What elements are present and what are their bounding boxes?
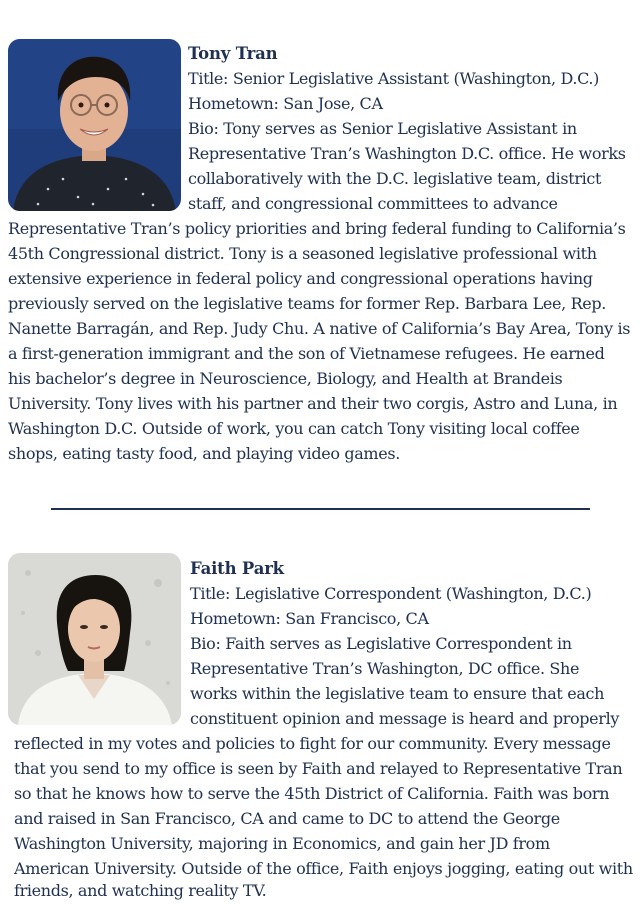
bio-line: Representative Tran’s Washington, DC office. She (190, 659, 580, 678)
bio-line: staff, and congressional committees to advance (188, 194, 558, 213)
bio-line: 45th Congressional district. Tony is a seasoned legislative professional with (8, 244, 597, 263)
bio-line: reflected in my votes and policies to fight for our community. Every message (14, 734, 611, 753)
bio-line: shops, eating tasty food, and playing video games. (8, 444, 400, 463)
bio-line: friends, and watching reality TV. (14, 881, 267, 900)
profile-title: Title: Legislative Correspondent (Washington, D.C.) (190, 584, 592, 603)
profile-title: Title: Senior Legislative Assistant (Washington, D.C.) (188, 69, 600, 88)
bio-line: Washington University, majoring in Economics, and gain her JD from (14, 834, 550, 853)
bio-line: so that he knows how to serve the 45th District of California. Faith was born (14, 784, 610, 803)
bio-line: Bio: Faith serves as Legislative Correspondent in (190, 634, 572, 653)
bio-line: Representative Tran’s policy priorities and bring federal funding to California’s (8, 219, 626, 238)
profile-photo-faith-park (8, 553, 181, 725)
profile-hometown: Hometown: San Jose, CA (188, 94, 383, 113)
profile-photo-tony-tran (8, 39, 181, 211)
bio-line: that you send to my office is seen by Faith and relayed to Representative Tran (14, 759, 623, 778)
profile-hometown: Hometown: San Francisco, CA (190, 609, 429, 628)
bio-line: Nanette Barragán, and Rep. Judy Chu. A native of California’s Bay Area, Tony is (8, 319, 631, 338)
bio-line: Bio: Tony serves as Senior Legislative Assistant in (188, 119, 577, 138)
bio-line: extensive experience in federal policy and congressional operations having (8, 269, 593, 288)
bio-line: a first-generation immigrant and the son of Vietnamese refugees. He earned (8, 344, 605, 363)
bio-line: American University. Outside of the office, Faith enjoys jogging, eating out with (14, 859, 633, 878)
bio-line: University. Tony lives with his partner and their two corgis, Astro and Luna, in (8, 394, 618, 413)
bio-line: his bachelor’s degree in Neuroscience, Biology, and Health at Brandeis (8, 369, 563, 388)
bio-line: and raised in San Francisco, CA and came to DC to attend the George (14, 809, 560, 828)
bio-line: collaboratively with the D.C. legislative team, district (188, 169, 602, 188)
bio-line: works within the legislative team to ensure that each (190, 684, 605, 703)
profile-name: Tony Tran (188, 44, 278, 63)
profile-name: Faith Park (190, 559, 284, 578)
bio-line: constituent opinion and message is heard and properly (190, 709, 620, 728)
bio-line: Washington D.C. Outside of work, you can catch Tony visiting local coffee (8, 419, 580, 438)
bio-line: Representative Tran’s Washington D.C. office. He works (188, 144, 626, 163)
section-divider (51, 508, 590, 510)
bio-line: previously served on the legislative teams for former Rep. Barbara Lee, Rep. (8, 294, 607, 313)
